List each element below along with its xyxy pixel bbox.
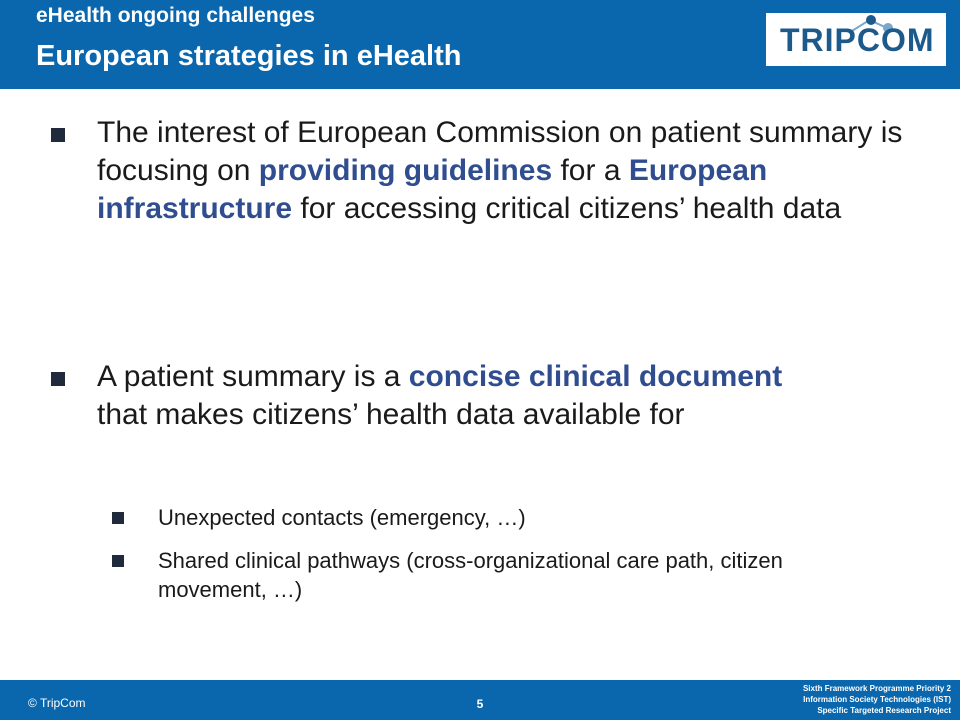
bullet-paragraph-1: [97, 114, 903, 228]
highlight-text: concise clinical document: [408, 360, 783, 393]
highlight-text: European infrastructure: [97, 154, 768, 226]
sub-bullet-2: Shared clinical pathways (cross-organizational care path, citizen movement, …): [158, 548, 783, 603]
text-run: that makes citizens’ health data available for: [97, 398, 685, 432]
bullet-paragraph-2: [97, 358, 837, 434]
program-line: Sixth Framework Programme Priority 2: [802, 684, 951, 693]
sub-bullet-square-icon: [112, 512, 124, 524]
text-run: A patient summary is a: [97, 360, 409, 393]
highlight-text: providing guidelines: [258, 154, 553, 188]
text-run: for accessing critical citizens’ health data: [292, 192, 842, 226]
program-info: [803, 684, 951, 716]
bullet-square-icon: [51, 372, 65, 386]
bullet-square-icon: [51, 128, 65, 142]
sub-bullet-square-icon: [112, 555, 124, 567]
slide-title: European strategies in eHealth: [36, 40, 462, 72]
program-line: Information Society Technologies (IST): [803, 694, 951, 704]
text-run: The interest of European Commission on patient summary is focusing on: [97, 116, 903, 188]
sub-bullet-1: Unexpected contacts (emergency, …): [158, 505, 526, 530]
text-run: for a: [552, 154, 629, 188]
logo-wordmark: TRIPCOM: [780, 22, 935, 58]
slide-kicker: eHealth ongoing challenges: [36, 4, 315, 27]
program-line: Specific Targeted Research Project: [817, 705, 951, 715]
footer-bar: [0, 680, 960, 720]
copyright-text: © TripCom: [28, 696, 86, 710]
page-number: 5: [476, 697, 484, 711]
